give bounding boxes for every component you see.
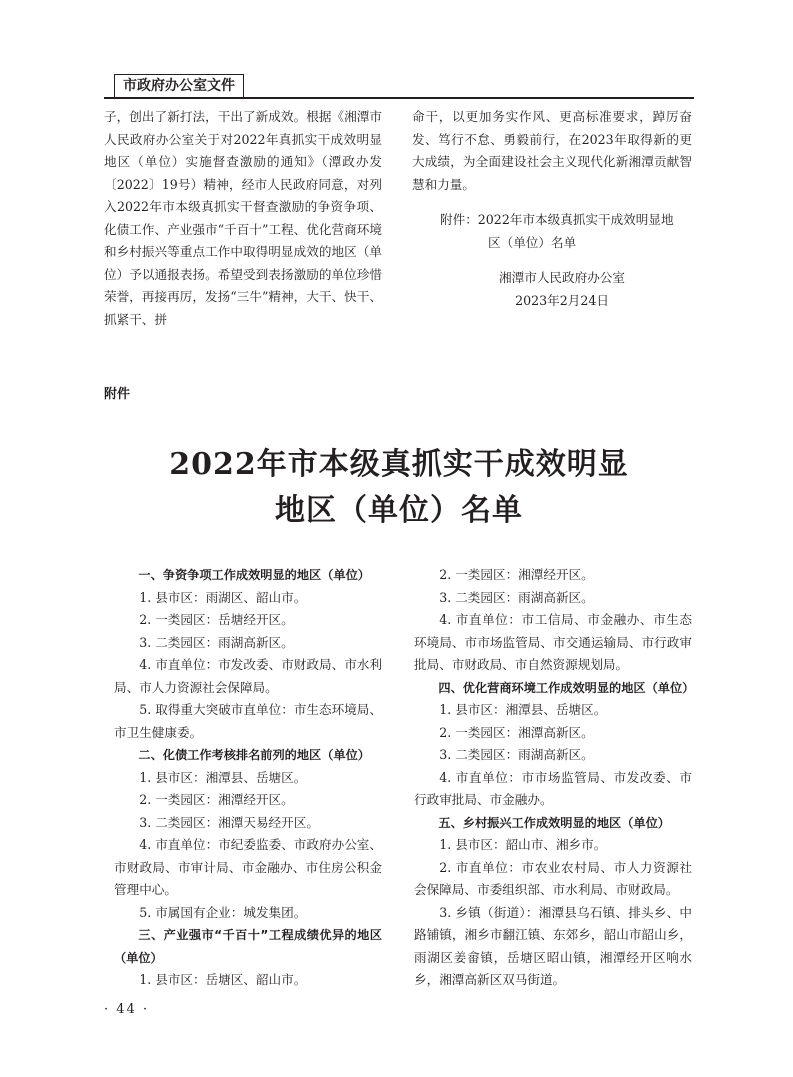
running-header	[104, 74, 694, 98]
list-item: 2. 一类园区：岳塘经开区。	[139, 612, 294, 627]
list-left-column	[114, 564, 382, 992]
list-item: 2. 一类园区：湘潭经开区。	[139, 792, 294, 807]
list-item: 4. 市直单位：市工信局、市金融办、市生态环境局、市市场监管局、市交通运输局、市行政审批局、市财政局、市自然资源规划局。	[414, 612, 692, 672]
notice-body-left	[104, 106, 382, 331]
list-item: 1. 县市区：雨湖区、韶山市。	[139, 589, 307, 605]
notice-body-right	[412, 106, 692, 312]
attachment-label: 附件	[104, 387, 131, 402]
list-item: 1. 县市区：湘潭县、岳塘区。	[439, 702, 607, 717]
title-line-2: 地区（单位）名单	[275, 493, 523, 528]
notice-paragraph-end: 命干，以更加务实作风、更高标准要求，踔厉奋发、笃行不怠、勇毅前行，在2023年取得新的更大成绩，为全面建设社会主义现代化新湘潭贡献智慧和力量。	[412, 109, 692, 192]
attachment-note-line2: 区（单位）名单	[488, 234, 577, 250]
page-number: · 44 ·	[104, 1002, 150, 1017]
section-label: 市政府办公室文件	[114, 74, 244, 98]
signature-block	[412, 267, 692, 312]
section-heading: 三、产业强市“千百十”工程成绩优异的地区（单位）	[114, 928, 382, 965]
list-item: 4. 市直单位：市纪委监委、市政府办公室、市财政局、市审计局、市金融办、市住房公积金管理中心。	[114, 837, 382, 897]
list-item: 5. 市属国有企业：城发集团。	[139, 904, 307, 920]
list-item: 3. 二类园区：雨湖高新区。	[439, 589, 594, 605]
list-item: 3. 二类园区：雨湖高新区。	[439, 747, 594, 762]
header-rule	[104, 97, 694, 99]
section-heading: 一、争资争项工作成效明显的地区（单位）	[138, 568, 370, 582]
title-line-1: 2022年市本级真抓实干成效明显	[169, 447, 629, 482]
list-item: 1. 县市区：湘潭县、岳塘区。	[139, 769, 307, 785]
document-title	[104, 442, 694, 534]
list-item: 5. 取得重大突破市直单位：市生态环境局、市卫生健康委。	[114, 702, 382, 740]
list-item: 3. 二类园区：湘潭天易经开区。	[139, 814, 319, 830]
list-item: 3. 乡镇（街道）：湘潭县乌石镇、排头乡、中路铺镇，湘乡市翻江镇、东郊乡，韶山市韶山乡，雨湖区姜畲镇，岳塘区昭山镇，湘潭经开区响水乡，湘潭高新区双马街道。	[414, 904, 692, 987]
section-heading: 四、优化营商环境工作成效明显的地区（单位）	[438, 680, 695, 695]
attachment-note	[412, 209, 692, 254]
list-item: 3. 二类园区：雨湖高新区。	[139, 634, 294, 650]
list-item: 1. 县市区：韶山市、湘乡市。	[439, 837, 607, 852]
list-item: 4. 市直单位：市发改委、市财政局、市水利局、市人力资源社会保障局。	[114, 657, 382, 695]
notice-paragraph: 子，创出了新打法，干出了新成效。根据《湘潭市人民政府办公室关于对2022年真抓实干成效明显地区（单位）实施督查激励的通知》（潭政办发〔2022〕19号）精神，经市人民政府同意，对列入2022年市本级真抓实干督查激励的争资争项、化债工作、产业强市“千百十”工程、优化营商环境和乡村振兴等重点工作中取得明显成效的地区（单位）予以通报表扬。希望受到表扬激励的单位珍惜荣誉，再接再厉，发扬“三牛”精神，大干、快干、抓紧干、拼	[104, 109, 382, 327]
list-right-column	[414, 564, 695, 992]
list-item: 2. 一类园区：湘潭经开区。	[439, 567, 594, 582]
issue-date: 2023年2月24日	[515, 292, 609, 308]
list-item: 2. 一类园区：湘潭高新区。	[439, 724, 594, 740]
attachment-note-line1: 附件：2022年市本级真抓实干成效明显地	[440, 212, 674, 227]
list-item: 1. 县市区：岳塘区、韶山市。	[139, 972, 307, 987]
section-heading: 五、乡村振兴工作成效明显的地区（单位）	[438, 815, 670, 830]
issuer: 湘潭市人民政府办公室	[499, 270, 625, 285]
section-heading: 二、化债工作考核排名前列的地区（单位）	[138, 748, 370, 762]
list-item: 4. 市直单位：市市场监管局、市发改委、市行政审批局、市金融办。	[414, 769, 692, 807]
list-item: 2. 市直单位：市农业农村局、市人力资源社会保障局、市委组织部、市水利局、市财政局。	[414, 859, 692, 897]
